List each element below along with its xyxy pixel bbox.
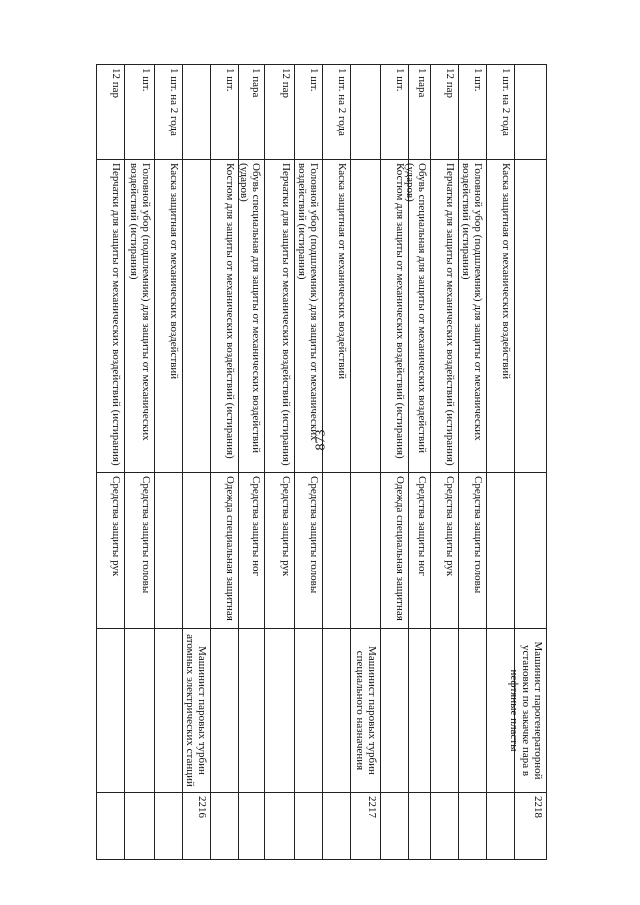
norm-cell: 1 шт. (308, 68, 320, 92)
profession-cell (125, 629, 154, 792)
norm-cell (351, 65, 380, 159)
norm-cell: 1 шт. (394, 68, 406, 92)
profession-cell (97, 629, 124, 792)
item-cell: Перчатки для защиты от механических воздействий (истирания) (110, 163, 122, 466)
norm-cell: 1 шт. (472, 68, 484, 92)
table-row (409, 65, 431, 160)
item-cell: Обувь специальная для защиты от механических воздействий (ударов) (238, 163, 262, 453)
profession-cell (155, 629, 182, 792)
category-cell (515, 473, 546, 628)
category-cell: Средства защиты головы (472, 476, 484, 594)
norm-cell (515, 65, 546, 159)
category-cell: Средства защиты рук (280, 476, 292, 577)
item-cell (351, 160, 380, 472)
profession-cell: Машинист парогенераторной установки по закачке пара в нефтяные пласты (508, 641, 544, 780)
code-cell: 2216 (196, 796, 208, 818)
table-row (97, 65, 125, 160)
item-cell: Головной убор (подшлемник) для защиты от механических воздействий (истирания) (128, 163, 152, 441)
norm-cell: 12 пар (280, 68, 292, 99)
item-cell: Костюм для защиты от механических воздействий (истирания) (394, 163, 406, 459)
category-cell: Средства защиты рук (110, 476, 122, 577)
item-cell: Костюм для защиты от механических воздействий (истирания) (224, 163, 236, 459)
norm-cell: 1 шт. (140, 68, 152, 92)
code-cell (487, 793, 514, 859)
code-cell (239, 793, 264, 859)
item-cell: Обувь специальная для защиты от механических воздействий (ударов) (404, 163, 428, 453)
profession-cell (431, 629, 458, 792)
table-row (239, 65, 265, 160)
item-cell: Головной убор (подшлемник) для защиты от механических воздействий (истирания) (296, 163, 320, 441)
code-cell (459, 793, 486, 859)
table-row (487, 65, 515, 160)
category-cell: Средства защиты ног (250, 476, 262, 576)
item-cell: Каска защитная от механических воздействий (336, 163, 348, 380)
code-cell: 2218 (532, 796, 544, 818)
category-cell: Средства защиты ног (416, 476, 428, 576)
category-cell: Средства защиты рук (444, 476, 456, 577)
table-row (295, 65, 323, 160)
category-cell: Средства защиты головы (308, 476, 320, 594)
item-cell: Каска защитная от механических воздействий (500, 163, 512, 380)
profession-cell: Машинист паровых турбин специального назначения (354, 646, 378, 775)
norm-cell: 1 пара (250, 68, 262, 98)
table-row (265, 65, 295, 160)
norm-cell: 1 шт. на 2 года (168, 68, 180, 136)
profession-cell (265, 629, 294, 792)
code-cell: 2217 (366, 796, 378, 818)
ppe-norms-table (96, 64, 547, 860)
code-cell (97, 793, 124, 859)
table-row (183, 65, 211, 160)
table-row (459, 65, 487, 160)
norm-cell: 1 пара (416, 68, 428, 98)
item-cell: Перчатки для защиты от механических воздействий (истирания) (444, 163, 456, 466)
table-row (351, 65, 381, 160)
category-cell (155, 473, 182, 628)
profession-cell (323, 629, 350, 792)
norm-cell: 12 пар (110, 68, 122, 99)
code-cell (155, 793, 182, 859)
table-row (515, 65, 547, 160)
code-cell (265, 793, 294, 859)
item-cell: Каска защитная от механических воздействий (168, 163, 180, 380)
category-cell: Одежда специальная защитная (224, 476, 236, 621)
item-cell: Перчатки для защиты от механических воздействий (истирания) (280, 163, 292, 466)
code-cell (211, 793, 238, 859)
category-cell: Одежда специальная защитная (394, 476, 406, 621)
code-cell (295, 793, 322, 859)
category-cell (183, 473, 210, 628)
table-row (125, 65, 155, 160)
profession-cell: Машинист паровых турбин атомных электрических станций (184, 634, 208, 787)
code-cell (323, 793, 350, 859)
page-number: 873 (313, 429, 329, 451)
item-cell (515, 160, 546, 472)
code-cell (381, 793, 408, 859)
table-row (155, 65, 183, 160)
profession-cell (381, 629, 408, 792)
table-row (431, 65, 459, 160)
profession-cell (459, 629, 486, 792)
item-cell: Головной убор (подшлемник) для защиты от механических воздействий (истирания) (460, 163, 484, 441)
norm-cell (183, 65, 210, 159)
table-row (381, 65, 409, 160)
profession-cell (409, 629, 430, 792)
table-row (323, 65, 351, 160)
category-cell (351, 473, 380, 628)
norm-cell: 1 шт. на 2 года (336, 68, 348, 136)
item-cell (183, 160, 210, 472)
profession-cell (295, 629, 322, 792)
profession-cell (211, 629, 238, 792)
code-cell (431, 793, 458, 859)
norm-cell: 12 пар (444, 68, 456, 99)
norm-cell: 1 шт. на 2 года (500, 68, 512, 136)
norm-cell: 1 шт. (224, 68, 236, 92)
code-cell (409, 793, 430, 859)
category-cell (487, 473, 514, 628)
profession-cell (239, 629, 264, 792)
category-cell (323, 473, 350, 628)
category-cell: Средства защиты головы (140, 476, 152, 594)
code-cell (125, 793, 154, 859)
table-row (211, 65, 239, 160)
